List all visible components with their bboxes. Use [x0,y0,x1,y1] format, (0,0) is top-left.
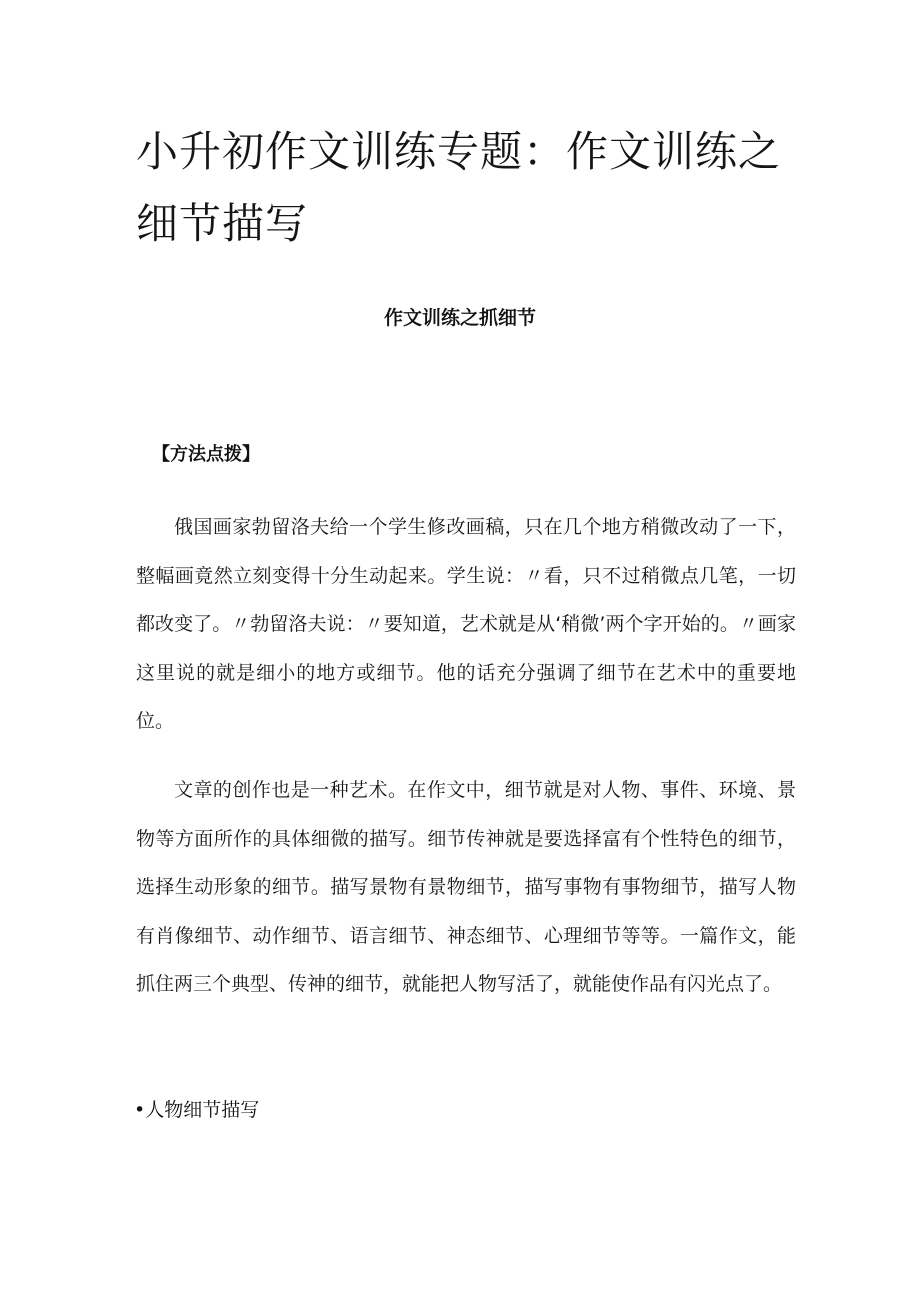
document-title: 小升初作文训练专题：作文训练之细节描写 [136,127,782,248]
paragraph-2: 文章的创作也是一种艺术。在作文中，细节就是对人物、事件、环境、景物等方面所作的具体细微的描写。细节传神就是要选择富有个性特色的细节，选择生动形象的细节。描写景物有景物细节，描写事物有事物细节，描写人物有肖像细节、动作细节、语言细节、神态细节、心理细节等等。一篇作文，能抓住两三个典型、传神的细节，就能把人物写活了，就能使作品有闪光点了。 [136,779,796,995]
document-subtitle: 作文训练之抓细节 [383,307,536,329]
paragraph-1: 俄国画家勃留洛夫给一个学生修改画稿，只在几个地方稍微改动了一下，整幅画竟然立刻变得十分生动起来。学生说：〃看，只不过稍微点几笔，一切都改变了。〃勃留洛夫说：〃要知道，艺术就是从‘稍微’两个字开始的。〃画家这里说的就是细小的地方或细节。他的话充分强调了细节在艺术中的重要地位。 [136,516,796,732]
section-heading-method: 【方法点拨】 [152,444,260,465]
bullet-heading-character-detail: •人物细节描写 [134,1099,260,1121]
